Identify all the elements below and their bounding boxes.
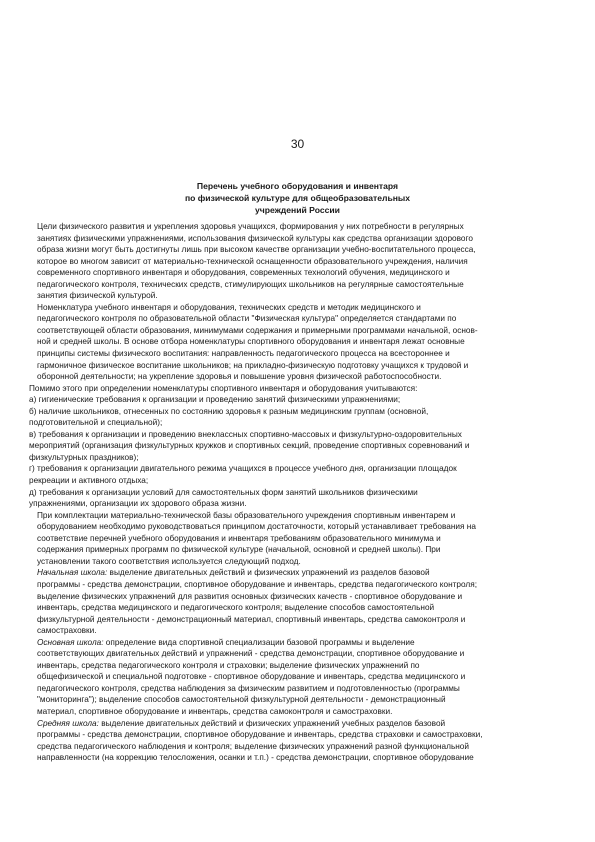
- text-line: "мониторинга"); выделение способов самостоятельной физкультурной деятельности - демонстрационный: [37, 695, 446, 705]
- text-line: направленности (на коррекцию телосложения, осанки и т.п.) - средства демонстрации, спортивное оборудование: [37, 753, 474, 763]
- text-line: выделение двигательных действий и физических упражнений из разделов базовой: [107, 568, 430, 578]
- list-item: г) требования к организации двигательного режима учащихся в процессе учебного дня, организации площадок: [29, 464, 457, 474]
- section-label: Средняя школа:: [37, 718, 99, 728]
- text-line: физкультурной деятельности - демонстрационный материал, спортивный инвентарь, средства самоконтроля и: [37, 614, 466, 624]
- text-line: которое во многом зависит от материально-технической оснащенности образовательного учреждения, наличия: [37, 256, 468, 266]
- text-line: занятиях физическими упражнениями, использования физической культуры как средства организации здорового: [37, 233, 473, 243]
- text-line: педагогического контроля по образовательной области "Физическая культура" определяется стандартами по: [37, 314, 457, 324]
- text-line: занятия физической культурой.: [37, 291, 158, 301]
- list-item: б) наличие школьников, отнесенных по состоянию здоровья к разным медицинским группам (основной,: [29, 406, 429, 416]
- text-line: Цели физического развития и укрепления здоровья учащихся, формирования у них потребности в регулярных: [37, 222, 464, 231]
- text-line: самостраховки.: [37, 626, 97, 636]
- list-item: а) гигиенические требования к организации и проведению занятий физическими упражнениями;: [29, 395, 401, 405]
- text-line: программы - средства демонстрации, спортивное оборудование и инвентарь, средства страховки и самостраховки,: [37, 730, 483, 740]
- text-line: соответствующих двигательных действий и упражнений - средства демонстрации, спортивное оборудование и: [37, 649, 465, 659]
- text-line: оборудованием необходимо руководствоваться принципом достаточности, который устанавливает требования на: [37, 522, 476, 532]
- text-line: подготовительной и специальной);: [29, 418, 163, 428]
- text-line: инвентарь, средства педагогического контроля и страховки; выделение физических упражнений по: [37, 660, 420, 670]
- text-line: выделение физических упражнений для развития основных физических качеств - спортивное оборудование и: [37, 591, 463, 601]
- text-line: соответствующей области образования, минимумами содержания и примерными программами начальной, основ-: [37, 325, 478, 335]
- text-line: инвентарь, средства медицинского и педагогического контроля; выделение способов самостоятельной: [37, 603, 435, 613]
- list-item: в) требования к организации и проведению внеклассных спортивно-массовых и физкультурно-оздоровительных: [29, 429, 462, 439]
- text-line: соответствие перечней учебного оборудования и инвентаря требованиям образовательного минимума и: [37, 533, 441, 543]
- text-line: принципы системы физического воспитания: направленность педагогического процесса на всестороннее и: [37, 349, 450, 359]
- body-text: [29, 221, 574, 764]
- text-line: упражнениями, организации их здорового образа жизни.: [29, 499, 247, 509]
- paragraph: [29, 221, 574, 302]
- text-line: Номенклатура учебного инвентаря и оборудования, технических средств и методик медицинского и: [37, 302, 421, 312]
- text-line: При комплектации материально-технической базы образовательного учреждения спортивным инвентарем и: [37, 510, 456, 520]
- title-line: по физической культуре для общеобразовательных: [184, 192, 411, 203]
- text-line: образа жизни могут быть достигнуты лишь при высоком качестве организации учебно-воспитательного процесса,: [37, 245, 476, 255]
- page-number: 30: [290, 137, 305, 151]
- text-line: материал, спортивное оборудование и инвентарь, средства самоконтроля и самостраховки.: [37, 706, 393, 716]
- paragraph: [29, 637, 574, 718]
- text-line: общефизической и специальной подготовке - спортивное оборудование и инвентарь, средства медицинского и: [37, 672, 466, 682]
- text-line: педагогического контроля, средства наблюдения за физическим развитием и подготовленностью (программы: [37, 683, 460, 693]
- paragraph: [29, 567, 574, 636]
- paragraph: [29, 302, 574, 383]
- paragraph: [29, 718, 574, 764]
- document-title: [130, 181, 465, 216]
- title-line: Перечень учебного оборудования и инвентаря: [196, 181, 399, 191]
- text-line: рекреации и активного отдыха;: [29, 476, 149, 486]
- text-line: выделение двигательных действий и физических упражнений учебных разделов базовой: [98, 718, 446, 728]
- text-line: ной и средней школы. В основе отбора номенклатуры спортивного оборудования и инвентаря лежат основные: [37, 337, 465, 347]
- text-line: установлении такого соответствия используется следующий подход.: [37, 556, 301, 566]
- section-label: Основная школа:: [37, 637, 104, 647]
- text-line: средства педагогического наблюдения и контроля; выделение физических упражнений разной функциональной: [37, 741, 470, 751]
- paragraph: [29, 383, 574, 510]
- text-line: физкультурных праздников);: [29, 452, 139, 462]
- text-line: современного спортивного инвентаря и оборудования, современных технологий обучения, медицинского и: [37, 268, 450, 278]
- text-line: содержания примерных программ по физической культуре (начальной, основной и средней школы). При: [37, 545, 441, 555]
- text-line: программы - средства демонстрации, спортивное оборудование и инвентарь, средства педагогического контроля;: [37, 579, 477, 589]
- title-line: учреждений России: [255, 204, 340, 215]
- text-line: педагогического контроля, технических средств, стимулирующих школьников на регулярные самостоятельные: [37, 279, 464, 289]
- text-line: мероприятий (организация физкультурных кружков и спортивных секций, проведение спортивных соревнований и: [29, 441, 470, 451]
- text-line: оборонной деятельности; на укрепление здоровья и повышение уровня физической работоспособности.: [37, 372, 442, 382]
- text-line: Помимо этого при определении номенклатуры спортивного инвентаря и оборудования учитываются:: [29, 383, 418, 393]
- paragraph: [29, 510, 574, 568]
- list-item: д) требования к организации условий для самостоятельных форм занятий школьников физическими: [29, 487, 418, 497]
- text-line: определение вида спортивной специализации базовой программы и выделение: [103, 637, 415, 647]
- section-label: Начальная школа:: [37, 568, 108, 578]
- text-line: гармоничное физическое воспитание школьников; на прикладно-физическую подготовку учащихся к трудовой и: [37, 360, 469, 370]
